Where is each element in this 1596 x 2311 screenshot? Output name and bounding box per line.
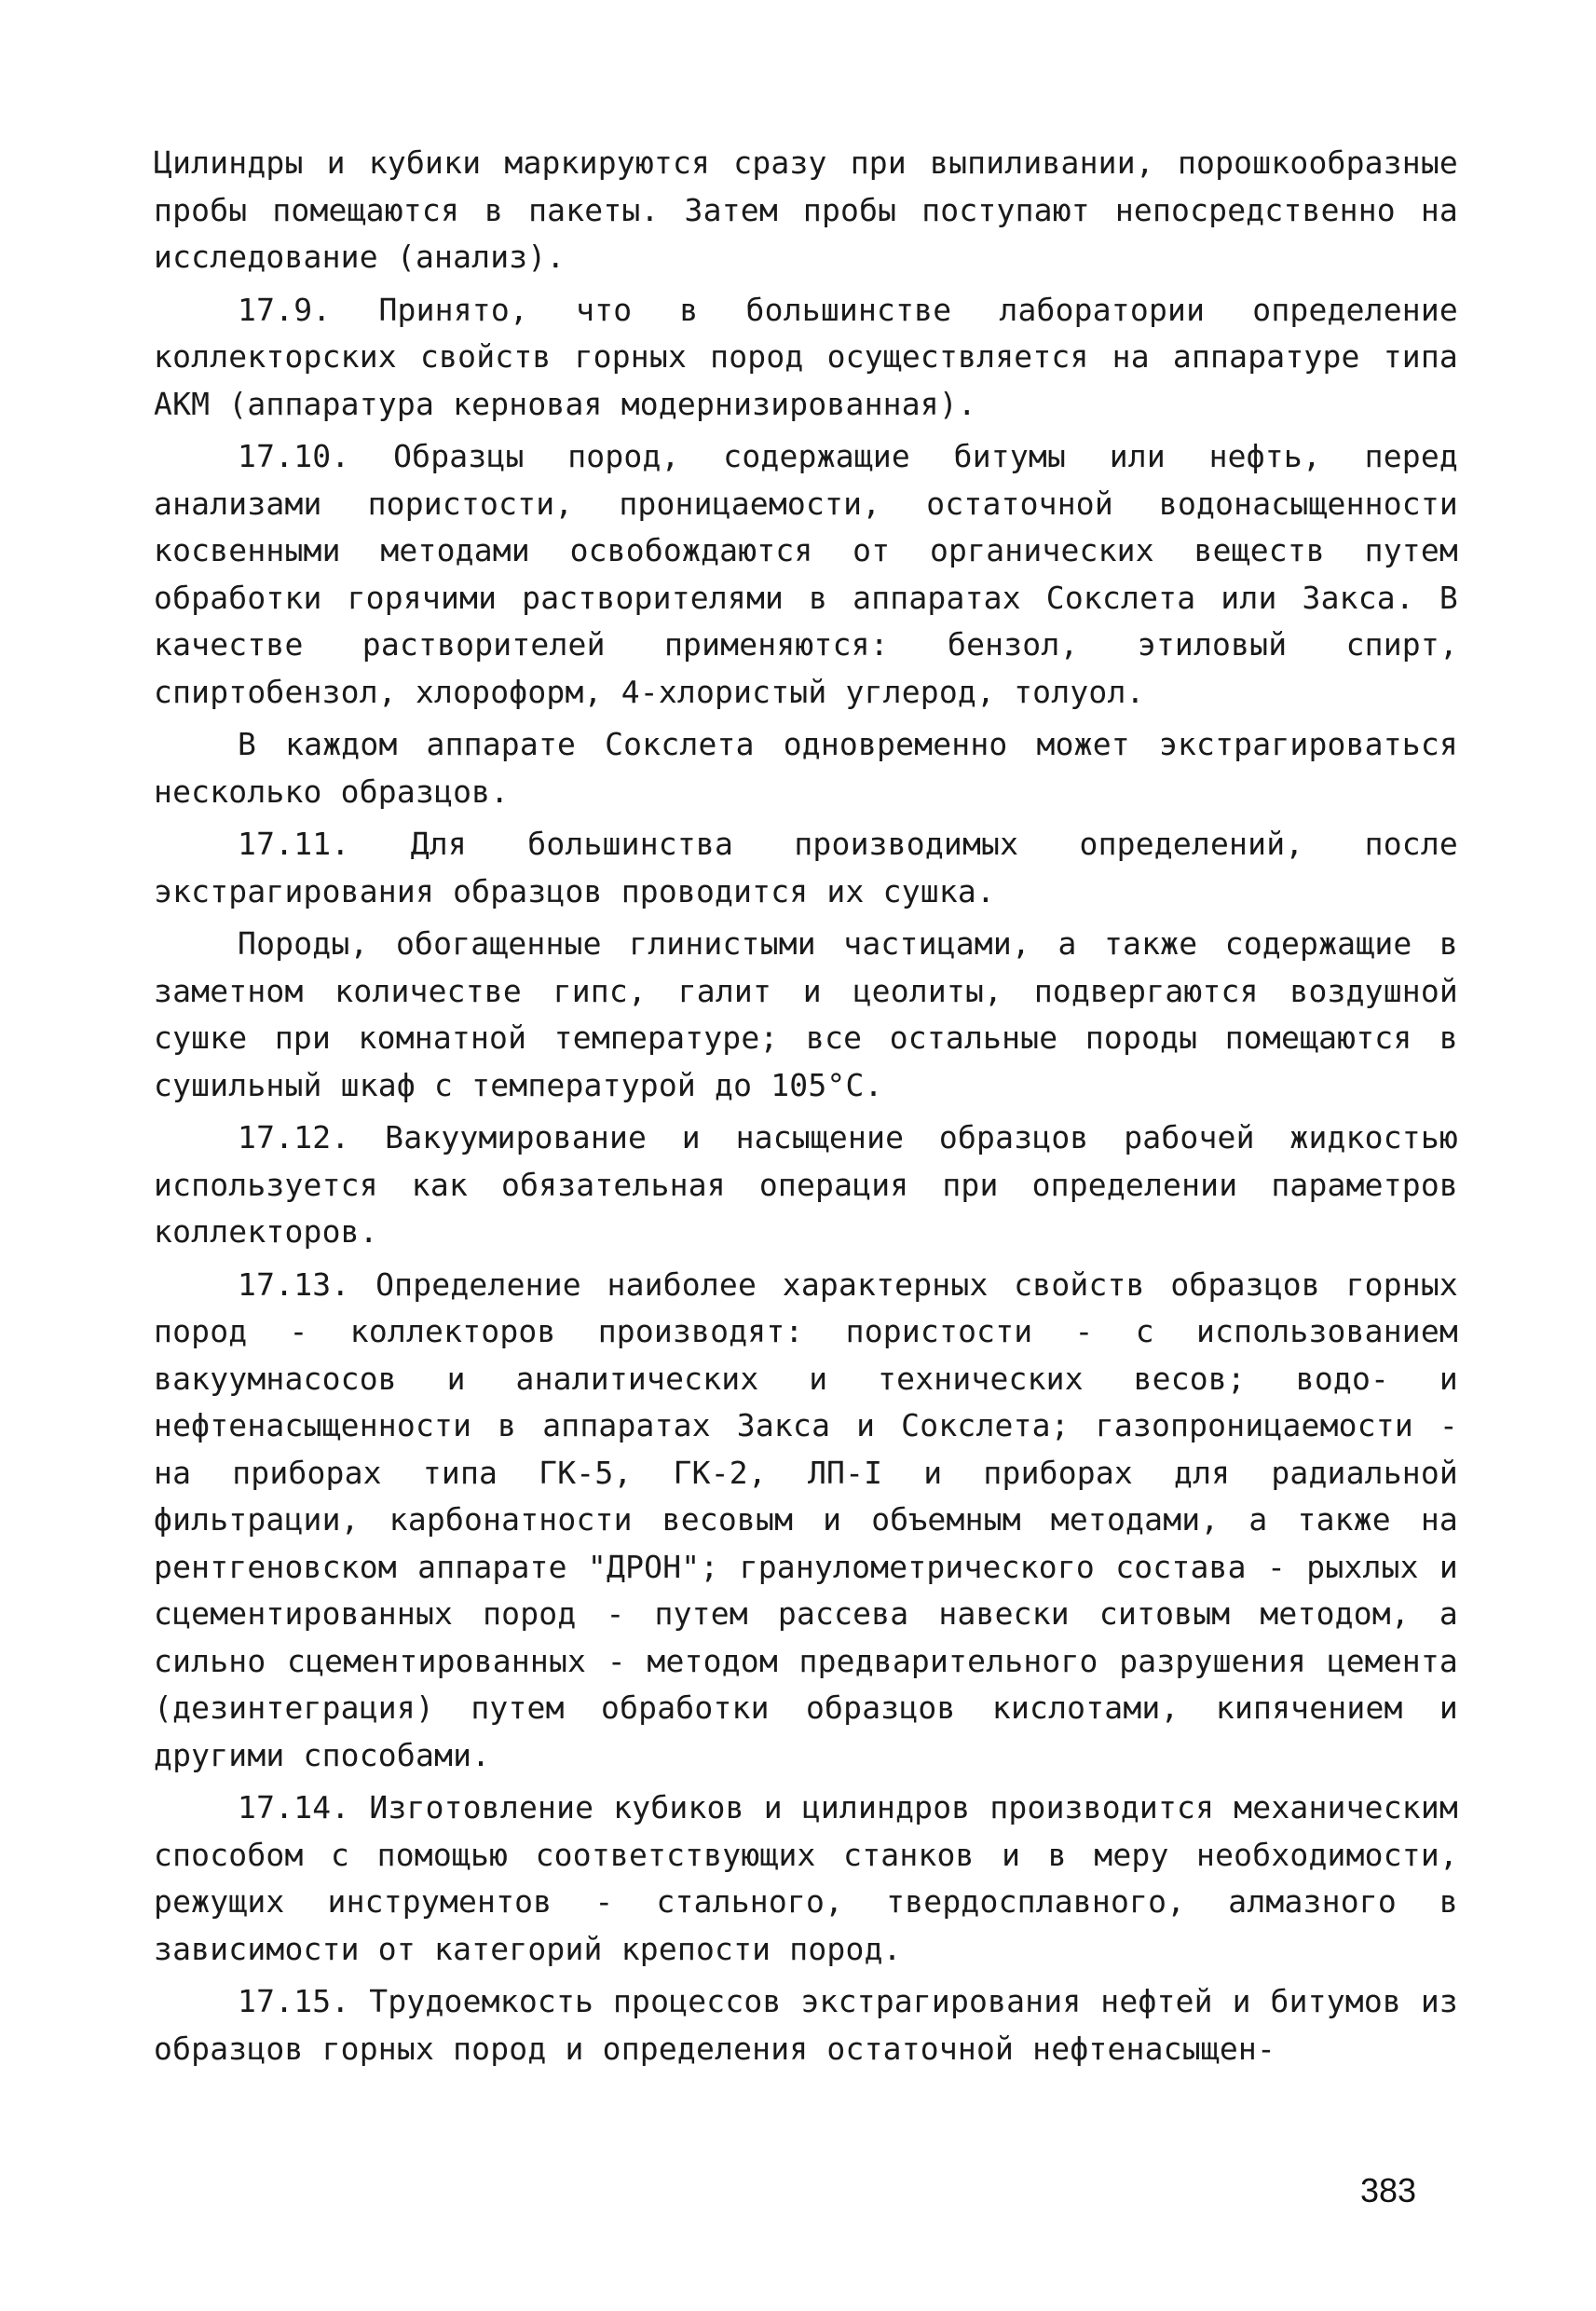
paragraph-17-10: 17.10. Образцы пород, содержащие битумы или нефть, перед анализами пористости, проницаемости, остаточной водонасыщенности косвенными методами освобождаются от органических веществ путем обработки горячими растворителями в аппаратах Сокслета или Закса. В качестве растворителей применяются: бензол, этиловый спирт, спиртобензол, хлороформ, 4-хлористый углерод, толуол. (154, 438, 1458, 710)
paragraph-17-11: 17.11. Для большинства производимых определений, после экстрагирования образцов проводится их сушка. (154, 826, 1458, 909)
page-body (154, 140, 1458, 2078)
paragraph-17-12: 17.12. Вакуумирование и насыщение образцов рабочей жидкостью используется как обязательная операция при определении параметров коллекторов. (154, 1119, 1458, 1250)
paragraph-17-13: 17.13. Определение наиболее характерных свойств образцов горных пород - коллекторов производят: пористости - с использованием вакуумнасосов и аналитических и технических весов; водо- и нефтенасыщенности в аппаратах Закса и Сокслета; газопроницаемости - на приборах типа ГК-5, ГК-2, ЛП-I и приборах для радиальной фильтрации, карбонатности весовым и объемным методами, а также на рентгеновском аппарате "ДРОН"; гранулометрического состава - рыхлых и сцементированных пород - путем рассева навески ситовым методом, а сильно сцементированных - методом предварительного разрушения цемента (дезинтеграция) путем обработки образцов кислотами, кипячением и другими способами. (154, 1265, 1458, 1773)
paragraph-17-9: 17.9. Принято, что в большинстве лаборатории определение коллекторских свойств горных пород осуществляется на аппаратуре типа АКМ (аппаратура керновая модернизированная). (154, 291, 1458, 422)
paragraph-soxhlet-note: В каждом аппарате Сокслета одновременно может экстрагироваться несколько образцов. (154, 726, 1458, 810)
paragraph-intro: Цилиндры и кубики маркируются сразу при выпиливании, порошкообразные пробы помещаются в пакеты. Затем пробы поступают непосредственно на исследование (анализ). (154, 144, 1458, 275)
paragraph-17-15: 17.15. Трудоемкость процессов экстрагирования нефтей и битумов из образцов горных пород и определения остаточной нефтенасыщен- (154, 1983, 1458, 2067)
paragraph-drying: Породы, обогащенные глинистыми частицами, а также содержащие в заметном количестве гипс, галит и цеолиты, подвергаются воздушной сушке при комнатной температуре; все остальные породы помещаются в сушильный шкаф с температурой до 105°С. (154, 925, 1458, 1103)
page-number: 383 (1360, 2171, 1417, 2209)
paragraph-17-14: 17.14. Изготовление кубиков и цилиндров производится механическим способом с помощью соответствующих станков и в меру необходимости, режущих инструментов - стального, твердосплавного, алмазного в зависимости от категорий крепости пород. (154, 1789, 1458, 1967)
